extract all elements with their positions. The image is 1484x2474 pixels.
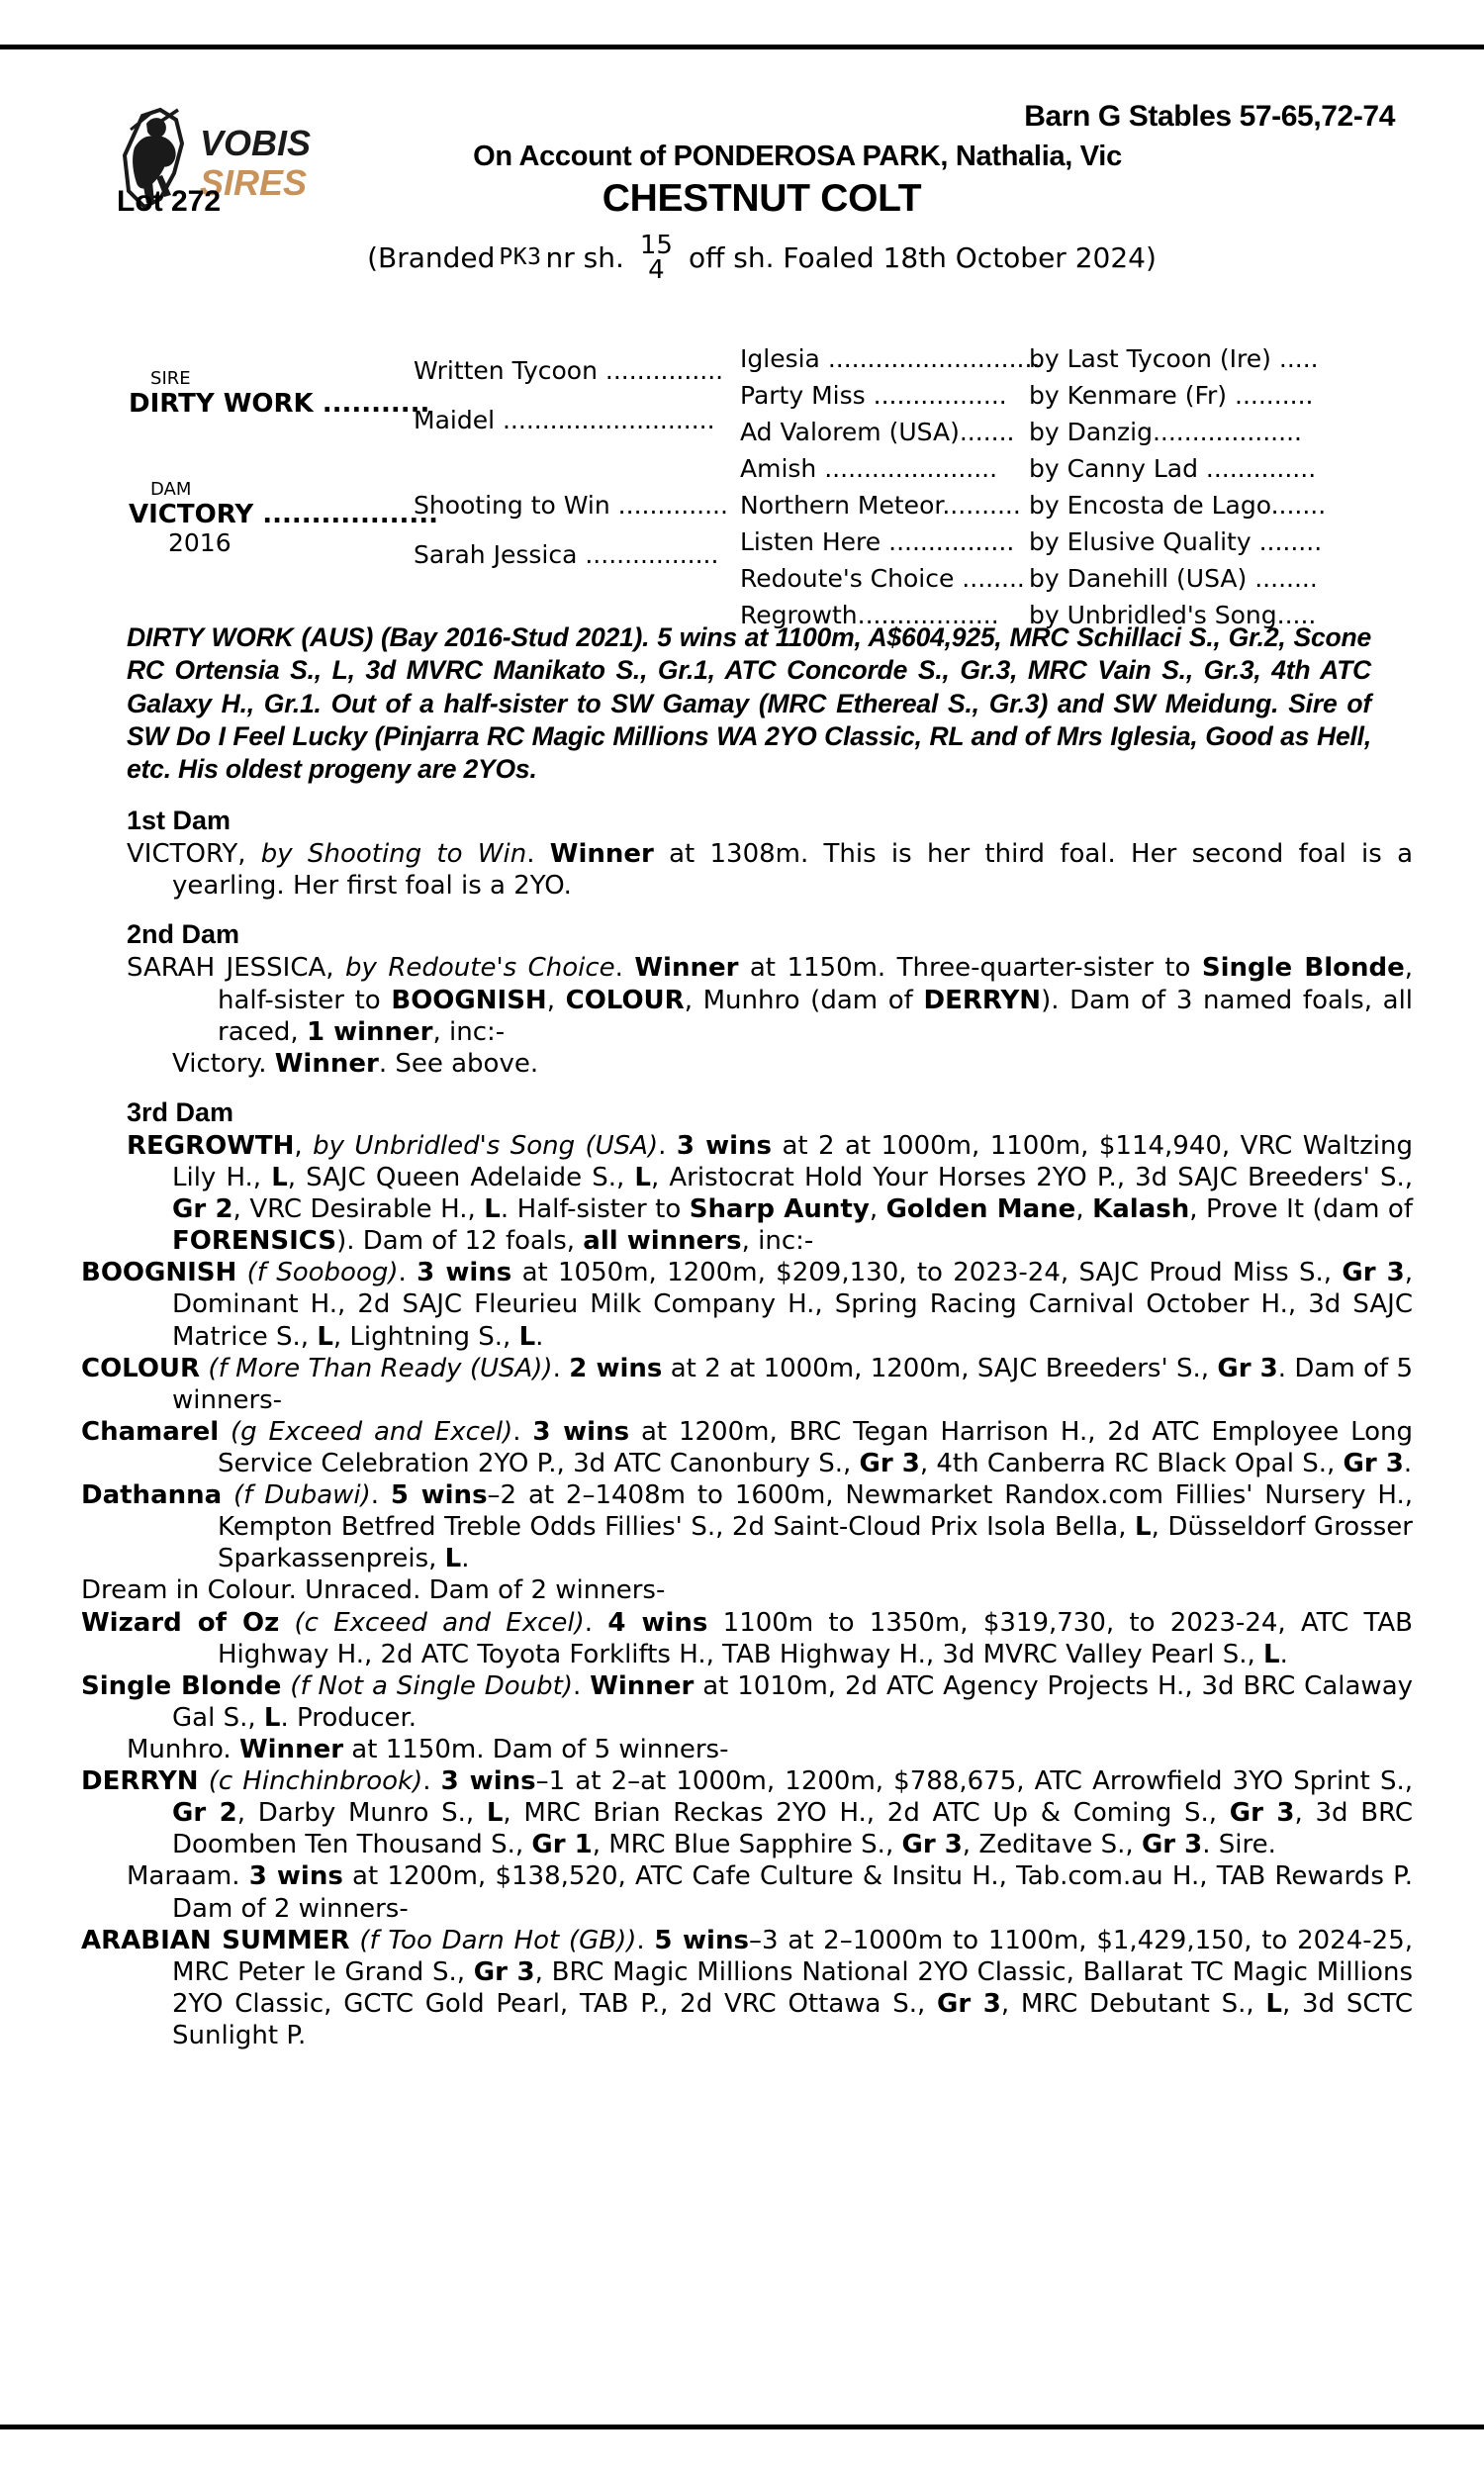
- progeny-text: [232, 1735, 239, 1764]
- progeny-text: Gr 2: [172, 1798, 237, 1829]
- progeny-text: , MRC Debutant S.,: [1000, 1988, 1266, 2019]
- grandparent-sire-sire: Written Tycoon ...............: [414, 356, 724, 385]
- progeny-text: .: [512, 1416, 533, 1447]
- progeny-text: [240, 1861, 249, 1891]
- greatgrandparent-row: Regrowth..................: [740, 601, 999, 629]
- progeny-text: .: [636, 1925, 655, 1955]
- progeny-text: Gr 3: [1217, 1353, 1278, 1383]
- progeny-text: . Dam of 5 winners-: [172, 1353, 1414, 1415]
- progeny-text: .: [1279, 1639, 1288, 1669]
- progeny-text: Gr 1: [531, 1830, 593, 1860]
- progeny-text: , MRC Blue Sapphire S.,: [592, 1830, 902, 1860]
- ggsire-row: by Canny Lad ..............: [1029, 454, 1317, 483]
- progeny-text: .: [584, 1607, 608, 1638]
- progeny-text: , 3d BRC Doomben Ten Thousand S.,: [172, 1798, 1413, 1860]
- progeny-text: Winner: [238, 1735, 344, 1765]
- progeny-text: Gr 3: [473, 1956, 535, 1987]
- dam-name: VICTORY ..................: [129, 499, 438, 529]
- progeny-text: L: [317, 1321, 333, 1352]
- progeny-text: 4 wins: [607, 1607, 708, 1638]
- progeny-entry: [81, 1925, 1414, 2051]
- progeny-text: Unraced. Dam of 2 winners-: [296, 1575, 666, 1606]
- sire-description: DIRTY WORK (AUS) (Bay 2016-Stud 2021). 5 wins at 1100m, A$604,925, MRC Schillaci S., Gr.2, Scone RC Ortensia S., L, 3d MVRC Manikato S., Gr.1, ATC Concorde S., Gr.3, MRC Vain S., Gr.3, 4th ATC Galaxy H., Gr.1. Out of a half-sister to SW Gamay (MRC Ethereal S., Gr.3) and SW Meidung. Sire of SW Do I Feel Lucky (Pinjarra RC Magic Millions WA 2YO Classic, RL and of Mrs Iglesia, Good as Hell, etc. His oldest progeny are 2YOs.: [127, 622, 1371, 784]
- branded-prefix: (Branded: [367, 240, 496, 274]
- progeny-text: 3 wins: [440, 1766, 536, 1797]
- barn-stables-label: Barn G Stables 57-65,72-74: [1024, 100, 1395, 133]
- progeny-text: 1100m to 1350m, $319,730, to 2023-24, ATC TAB Highway H., 2d ATC Toyota Forklifts H., TAB Highway H., 3d MVRC Valley Pearl S.,: [218, 1607, 1414, 1669]
- branded-suffix: off sh. Foaled 18th October 2024): [688, 240, 1157, 274]
- ggsire-row: by Encosta de Lago.......: [1029, 491, 1327, 520]
- pedigree-sire: [129, 361, 430, 419]
- brand-fraction: [639, 231, 673, 286]
- page-title: CHESTNUT COLT: [602, 177, 922, 220]
- sire-name: DIRTY WORK ...........: [129, 388, 430, 419]
- sire-role-label: sire: [150, 361, 191, 390]
- progeny-name: Munhro.: [127, 1735, 232, 1765]
- progeny-name: ARABIAN SUMMER: [81, 1925, 350, 1955]
- progeny-text: .: [1403, 1449, 1413, 1479]
- progeny-text: at 1200m, BRC Tegan Harrison H., 2d ATC Employee Long Service Celebration 2YO P., 3d ATC Canonbury S.,: [218, 1416, 1413, 1479]
- ggsire-row: by Elusive Quality ........: [1029, 527, 1323, 556]
- second-dam-paragraph: SARAH JESSICA, by Redoute's Choice. Winner at 1150m. Three-quarter-sister to Single Blonde, half-sister to BOOGNISH, COLOUR, Munhro (dam of DERRYN). Dam of 3 named foals, all raced, 1 winner, inc:-: [127, 953, 1414, 1047]
- progeny-entry: [81, 1479, 1413, 1574]
- grandparent-dam-sire: Shooting to Win ..............: [414, 491, 728, 520]
- greatgrandparent-row: Party Miss .................: [740, 381, 1007, 410]
- page-top-rule: [0, 45, 1484, 49]
- greatgrandparent-row: Listen Here ................: [740, 527, 1015, 556]
- progeny-text: .: [398, 1258, 417, 1288]
- progeny-text: at 1200m, $138,520, ATC Cafe Culture & Insitu H., Tab.com.au H., TAB Rewards P. Dam of 2 winners-: [172, 1861, 1414, 1924]
- progeny-name: Chamarel: [81, 1416, 220, 1447]
- progeny-entry: [81, 1353, 1414, 1416]
- progeny-text: , Lightning S.,: [332, 1321, 519, 1352]
- progeny-text: , Düsseldorf Grosser Sparkassenpreis,: [218, 1512, 1413, 1574]
- progeny-name: BOOGNISH: [81, 1258, 237, 1288]
- first-dam-heading: 1st Dam: [127, 806, 232, 835]
- branding-line: [0, 231, 1484, 286]
- second-dam-heading: 2nd Dam: [127, 919, 240, 950]
- progeny-name: DERRYN: [81, 1766, 199, 1797]
- first-dam-paragraph: VICTORY, by Shooting to Win. Winner at 1308m. This is her third foal. Her second foal is a yearling. Her first foal is a 2YO.: [127, 839, 1414, 902]
- progeny-text: . Sire.: [1202, 1830, 1276, 1860]
- ggsire-row: by Danzig...................: [1029, 418, 1302, 446]
- ggsire-row: by Danehill (USA) ........: [1029, 564, 1318, 593]
- grandparent-sire-dam: Maidel ...........................: [414, 406, 715, 434]
- branded-mid: nr sh.: [545, 240, 624, 274]
- ggsire-row: by Last Tycoon (Ire) .....: [1029, 344, 1319, 373]
- progeny-text: Gr 3: [1342, 1258, 1405, 1288]
- page-bottom-rule: [0, 2425, 1484, 2429]
- progeny-text: , 3d SCTC Sunlight P.: [172, 1988, 1414, 2050]
- progeny-sire-note: (f Too Darn Hot (GB)): [349, 1925, 637, 1955]
- dam-role-label: dam: [150, 472, 192, 501]
- progeny-text: Winner: [590, 1670, 695, 1701]
- progeny-text: Gr 3: [1229, 1798, 1295, 1829]
- progeny-name: COLOUR: [81, 1353, 201, 1383]
- progeny-text: at 1010m, 2d ATC Agency Projects H., 3d BRC Calaway Gal S.,: [172, 1670, 1414, 1733]
- logo-word-vobis: VOBIS: [200, 123, 312, 163]
- grandparent-dam-dam: Sarah Jessica .................: [414, 540, 719, 569]
- pedigree-grandparents-column: [414, 344, 730, 607]
- progeny-text: –2 at 2–1408m to 1600m, Newmarket Randox.com Fillies' Nursery H., Kempton Betfred Treble Odds Fillies' S., 2d Saint-Cloud Prix Isola Bella,: [218, 1480, 1413, 1543]
- progeny-text: L: [444, 1544, 462, 1574]
- progeny-text: L: [486, 1798, 504, 1829]
- progeny-text: L: [1263, 1639, 1280, 1669]
- progeny-text: , 4th Canberra RC Black Opal S.,: [919, 1449, 1344, 1479]
- progeny-sire-note: (g Exceed and Excel): [219, 1416, 513, 1447]
- progeny-text: at 1150m. Dam of 5 winners-: [343, 1735, 729, 1765]
- progeny-name: Maraam.: [127, 1861, 240, 1892]
- pedigree-dam: [129, 472, 438, 558]
- progeny-text: , MRC Brian Reckas 2YO H., 2d ATC Up & Coming S.,: [503, 1798, 1230, 1829]
- progeny-list: [81, 1257, 1414, 2051]
- progeny-text: –1 at 2–at 1000m, 1200m, $788,675, ATC Arrowfield 3YO Sprint S.,: [535, 1766, 1414, 1797]
- progeny-name: Dathanna: [81, 1480, 223, 1511]
- progeny-sire-note: (c Exceed and Excel): [279, 1607, 585, 1638]
- progeny-entry: [81, 1670, 1414, 1734]
- progeny-text: L: [263, 1702, 281, 1733]
- lot-number: Lot 272: [117, 185, 222, 218]
- progeny-name: Single Blonde: [81, 1670, 282, 1701]
- progeny-text: L: [518, 1321, 536, 1352]
- progeny-entry: [127, 1734, 1413, 1765]
- pedigree-ggsire-column: [1029, 344, 1425, 629]
- progeny-sire-note: (c Hinchinbrook): [198, 1766, 423, 1797]
- progeny-text: .: [422, 1766, 441, 1797]
- pedigree-greatgrandparents-column: [740, 344, 1041, 629]
- progeny-text: at 1050m, 1200m, $209,130, to 2023-24, SAJC Proud Miss S.,: [511, 1258, 1343, 1288]
- progeny-text: 3 wins: [417, 1258, 512, 1288]
- progeny-text: . Producer.: [280, 1702, 417, 1733]
- progeny-text: , BRC Magic Millions National 2YO Classic, Ballarat TC Magic Millions 2YO Classic, GCTC Gold Pearl, TAB P., 2d VRC Ottawa S.,: [172, 1956, 1413, 2019]
- progeny-entry: [81, 1574, 1413, 1606]
- progeny-text: –3 at 2–1000m to 1100m, $1,429,150, to 2024-25, MRC Peter le Grand S.,: [172, 1925, 1413, 1987]
- dam-sections: [81, 804, 1414, 2051]
- ggsire-row: by Kenmare (Fr) ..........: [1029, 381, 1314, 410]
- progeny-sire-note: (f Dubawi): [222, 1480, 371, 1511]
- second-dam-child: Victory. Winner. See above.: [172, 1048, 539, 1079]
- ggsire-row: by Unbridled's Song.....: [1029, 601, 1317, 629]
- progeny-sire-note: (f Sooboog): [236, 1258, 399, 1288]
- progeny-text: 5 wins: [654, 1925, 749, 1955]
- progeny-name: Wizard of Oz: [81, 1607, 280, 1638]
- progeny-text: Gr 3: [901, 1830, 963, 1860]
- progeny-text: .: [573, 1670, 591, 1701]
- progeny-text: 5 wins: [390, 1480, 488, 1511]
- logo-word-sires: SIRES: [200, 162, 308, 203]
- third-dam-paragraph: REGROWTH, by Unbridled's Song (USA). 3 wins at 2 at 1000m, 1100m, $114,940, VRC Waltzing Lily H., L, SAJC Queen Adelaide S., L, Aristocrat Hold Your Horses 2YO P., 3d SAJC Breeders' S., Gr 2, VRC Desirable H., L. Half-sister to Sharp Aunty, Golden Mane, Kalash, Prove It (dam of FORENSICS). Dam of 12 foals, all winners, inc:-: [127, 1130, 1413, 1257]
- progeny-text: L: [1135, 1512, 1152, 1543]
- progeny-text: .: [370, 1480, 391, 1511]
- page-header: [0, 74, 1484, 332]
- progeny-text: L: [1265, 1988, 1282, 2019]
- greatgrandparent-row: Ad Valorem (USA).......: [740, 418, 1015, 446]
- progeny-text: 3 wins: [532, 1416, 630, 1447]
- brand-fraction-numerator: 15: [639, 231, 673, 260]
- progeny-text: Gr 3: [1141, 1830, 1203, 1860]
- progeny-text: .: [535, 1321, 544, 1352]
- progeny-text: 2 wins: [569, 1353, 663, 1383]
- dam-year: 2016: [168, 528, 232, 558]
- progeny-text: 3 wins: [248, 1861, 343, 1892]
- greatgrandparent-row: Northern Meteor..........: [740, 491, 1021, 520]
- progeny-text: .: [552, 1353, 570, 1383]
- progeny-sire-note: (f More Than Ready (USA)): [200, 1353, 553, 1383]
- brand-fraction-denominator: 4: [648, 255, 665, 286]
- brand-mark: PK3: [499, 244, 542, 271]
- progeny-text: , Zeditave S.,: [962, 1830, 1142, 1860]
- progeny-text: .: [461, 1544, 470, 1574]
- pedigree-parents-column: [129, 344, 438, 607]
- greatgrandparent-row: Amish ......................: [740, 454, 998, 483]
- progeny-entry: [81, 1765, 1414, 1860]
- on-account-of-label: On Account of PONDEROSA PARK, Nathalia, Vic: [473, 141, 1122, 172]
- progeny-text: Gr 3: [1343, 1449, 1404, 1479]
- progeny-text: Gr 3: [859, 1449, 920, 1479]
- greatgrandparent-row: Iglesia ...........................: [740, 344, 1041, 373]
- pedigree-table: [0, 344, 1484, 629]
- progeny-entry: [81, 1416, 1413, 1479]
- progeny-entry: [127, 1860, 1413, 1924]
- progeny-text: , Dominant H., 2d SAJC Fleurieu Milk Company H., Spring Racing Carnival October H., 3d SAJC Matrice S.,: [172, 1258, 1413, 1352]
- third-dam-heading: 3rd Dam: [127, 1096, 234, 1127]
- progeny-entry: [81, 1257, 1413, 1352]
- progeny-text: , Darby Munro S.,: [236, 1798, 487, 1829]
- progeny-entry: [81, 1607, 1414, 1670]
- progeny-sire-note: (f Not a Single Doubt): [281, 1670, 573, 1701]
- progeny-text: Gr 3: [937, 1988, 1001, 2019]
- progeny-name: Dream in Colour.: [81, 1575, 297, 1606]
- greatgrandparent-row: Redoute's Choice ........: [740, 564, 1025, 593]
- progeny-text: at 2 at 1000m, 1200m, SAJC Breeders' S.,: [662, 1353, 1218, 1383]
